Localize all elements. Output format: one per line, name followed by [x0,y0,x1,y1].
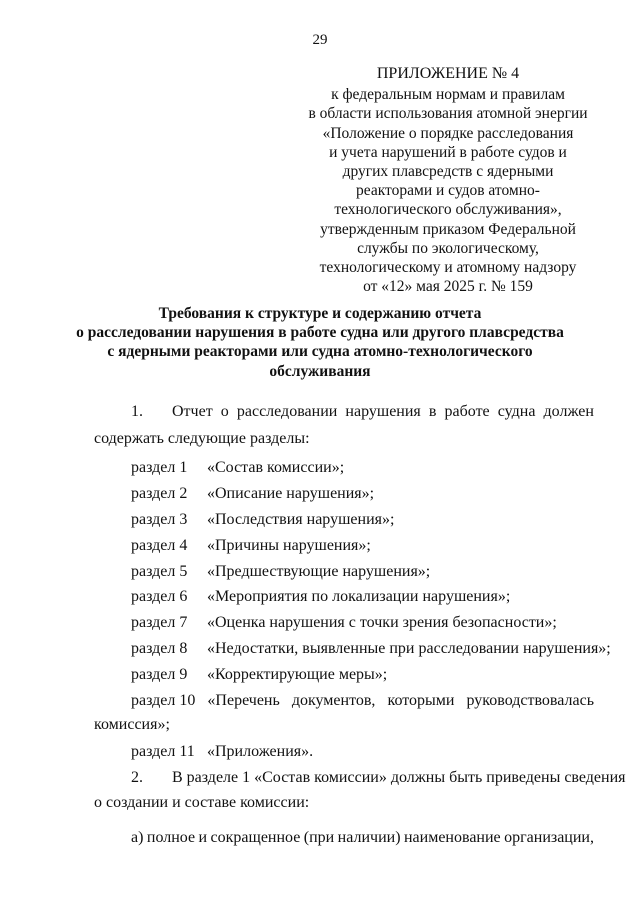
title-line: обслуживания [269,362,371,380]
section-label: раздел 8 [131,640,188,657]
appendix-line: реакторами и судов атомно- [356,182,540,200]
section-label: раздел 3 [131,511,188,528]
section-row [131,537,371,555]
section-10-continuation: комиссия»; [94,716,170,733]
appendix-line: к федеральным нормам и правилам [331,86,565,104]
section-row [131,666,387,684]
section-label: раздел 1 [131,459,188,476]
section-row [131,459,344,477]
section-text: «Приложения». [207,743,314,760]
item-a-word: организации, [504,829,594,846]
title-line: с ядерными реакторами или судна атомно-технологического [107,343,533,361]
section-row [131,614,557,632]
section-10-word: «Перечень [207,692,280,709]
section-10-word: раздел 10 [131,692,196,709]
appendix-line: от «12» мая 2025 г. № 159 [363,278,533,296]
para1-line1 [172,403,594,421]
section-text: «Последствия нарушения»; [207,511,395,528]
appendix-line: технологическому и атомному надзору [319,259,577,277]
title-line: Требования к структуре и содержанию отчета [158,305,482,322]
appendix-heading: ПРИЛОЖЕНИЕ № 4 [376,65,520,82]
section-text: «Состав комиссии»; [207,459,345,476]
appendix-line: службы по экологическому, [357,239,539,257]
section-row [131,511,394,529]
document-title [60,304,580,381]
item-a-line [131,829,594,847]
item-a-word: и [198,829,208,846]
section-label: раздел 7 [131,614,188,631]
section-label: раздел 6 [131,588,188,605]
section-row [131,743,313,761]
section-text: «Корректирующие меры»; [207,666,388,683]
appendix-line: утвержденным приказом Федеральной [320,220,576,238]
para1-word: в [428,403,437,420]
item-a-word: а) [131,829,144,846]
section-label: раздел 5 [131,563,188,580]
section-row [131,588,510,606]
item-a-word: полное [146,829,196,846]
section-row [131,640,611,658]
item-a-word: наличии) [337,829,401,846]
section-text: «Недостатки, выявленные при расследовании нарушения»; [207,640,611,657]
para2-line2: о создании и составе комиссии: [94,794,310,811]
appendix-block [298,64,598,296]
para1-word: должен [543,403,594,420]
para2-number: 2. [131,769,143,786]
para1-word: нарушения [345,403,421,420]
section-10-word: руководствовалась [466,692,594,709]
section-10-word: документов, [291,692,376,709]
section-text: «Описание нарушения»; [207,485,375,502]
item-a-word: (при [303,829,335,846]
para1-word: судна [497,403,536,420]
appendix-line: в области использования атомной энергии [308,105,588,123]
section-row [131,563,430,581]
para1-word: работе [444,403,490,420]
appendix-line: «Положение о порядке расследования [322,124,574,142]
para2-line1: В разделе 1 «Состав комиссии» должны быть приведены сведения [172,769,626,786]
section-text: «Причины нарушения»; [207,537,371,554]
para1-word: о [220,403,229,420]
page-number: 29 [312,32,328,48]
appendix-line: технологического обслуживания», [334,201,562,219]
item-a-word: наименование [403,829,501,846]
section-label: раздел 9 [131,666,188,683]
section-label: раздел 2 [131,485,188,502]
section-text: «Оценка нарушения с точки зрения безопасности»; [207,614,557,631]
section-row [131,485,374,503]
section-label: раздел 4 [131,537,188,554]
section-10-word: которыми [387,692,455,709]
para1-word: расследовании [236,403,338,420]
item-a-word: сокращенное [210,829,301,846]
para1-line2: содержать следующие разделы: [94,430,310,447]
section-label: раздел 11 [131,743,195,760]
title-line: о расследовании нарушения в работе судна или другого плавсредства [76,324,564,342]
appendix-line: других плавсредств с ядерными [342,163,554,181]
section-10-line1 [131,692,594,710]
para1-word: Отчет [172,403,213,420]
appendix-line: и учета нарушений в работе судов и [329,143,567,161]
section-text: «Мероприятия по локализации нарушения»; [207,588,511,605]
section-text: «Предшествующие нарушения»; [207,563,431,580]
para1-number: 1. [131,403,143,420]
